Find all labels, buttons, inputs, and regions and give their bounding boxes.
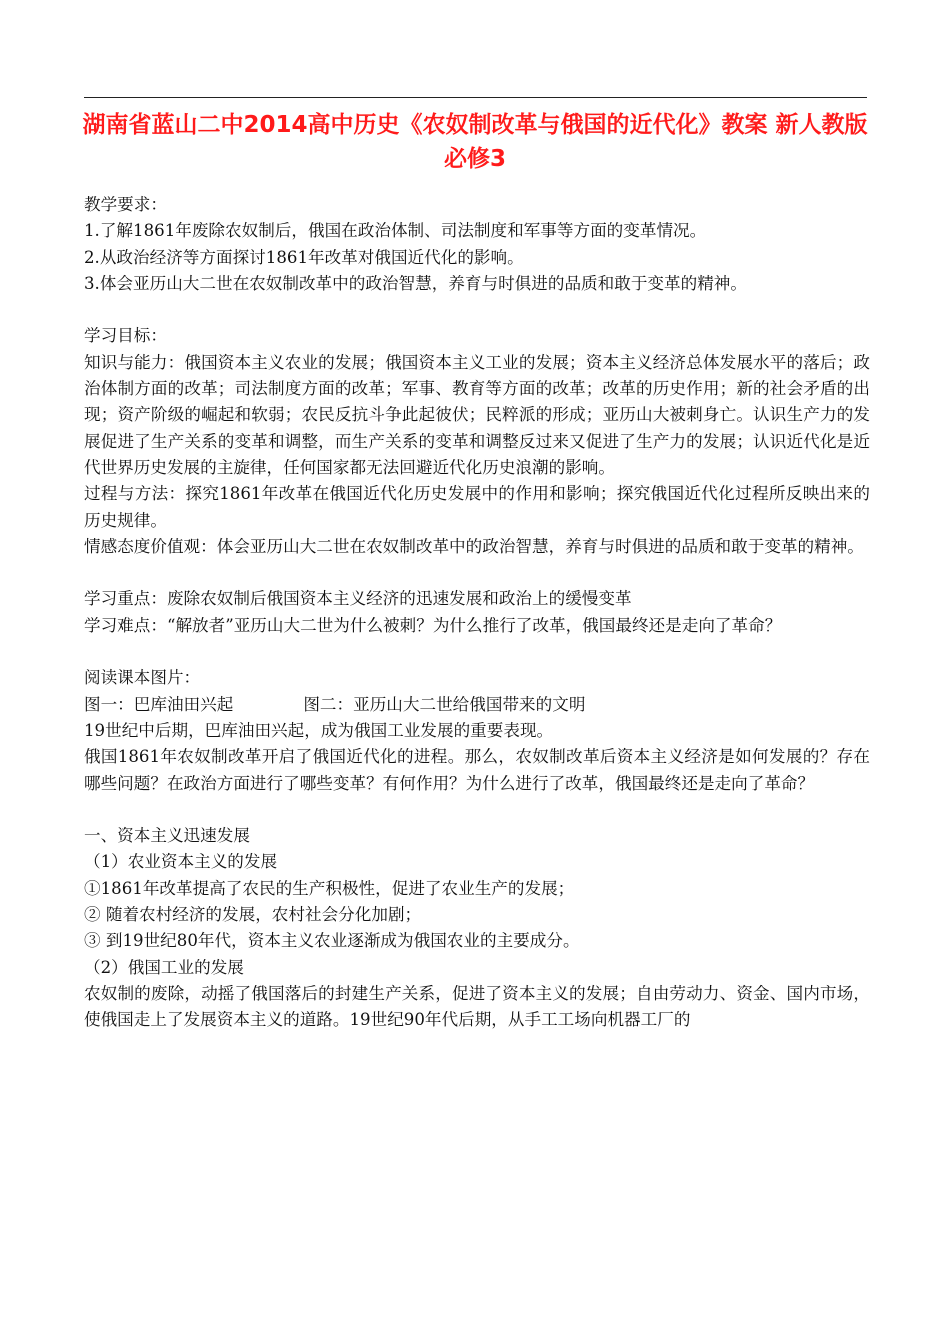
subsection-heading: （1）农业资本主义的发展 (84, 852, 278, 872)
requirement-item: 1.了解1861年废除农奴制后，俄国在政治体制、司法制度和军事等方面的变革情况。 (84, 221, 707, 241)
objective-knowledge: 知识与能力：俄国资本主义农业的发展；俄国资本主义工业的发展；资本主义经济总体发展水平的落后；政治体制方面的改革；司法制度方面的改革；军事、教育等方面的改革；改革的历史作用；新的社会矛盾的出现；资产阶级的崛起和软弱；农民反抗斗争此起彼伏；民粹派的形成；亚历山大被刺身亡。认识生产力的发展促进了生产关系的变革和调整，而生产关系的变革和调整反过来又促进了生产力的发展；认识近代化是近代世界历史发展的主旋律，任何国家都无法回避近代化历史浪潮的影响。 (84, 352, 870, 477)
list-item: ② 随着农村经济的发展，农村社会分化加剧； (84, 905, 422, 925)
document-title: 湖南省蓝山二中2014高中历史《农奴制改革与俄国的近代化》教案 新人教版必修3 (82, 112, 868, 172)
section-paragraph: 农奴制的废除，动摇了俄国落后的封建生产关系，促进了资本主义的发展；自由劳动力、资金、国内市场，使俄国走上了发展资本主义的道路。19世纪90年代后期，从手工工场向机器工厂的 (84, 983, 870, 1030)
reading-paragraph: 俄国1861年农奴制改革开启了俄国近代化的进程。那么，农奴制改革后资本主义经济是如何发展的？存在哪些问题？在政治方面进行了哪些变革？有何作用？为什么进行了改革，俄国最终还是走向了革命？ (84, 747, 870, 793)
figure-captions (84, 692, 870, 718)
spacer (84, 639, 870, 665)
spacer (84, 797, 870, 823)
document-body (84, 192, 870, 1034)
spacer (84, 560, 870, 586)
list-item: ③ 到19世纪80年代，资本主义农业逐渐成为俄国农业的主要成分。 (84, 931, 580, 951)
reading-line: 19世纪中后期，巴库油田兴起，成为俄国工业发展的重要表现。 (84, 720, 554, 740)
subsection-heading: （2）俄国工业的发展 (84, 957, 244, 977)
requirement-item: 3.体会亚历山大二世在农奴制改革中的政治智慧，养育与时俱进的品质和敢于变革的精神。 (84, 273, 747, 293)
key-point: 学习重点：废除农奴制后俄国资本主义经济的迅速发展和政治上的缓慢变革 (84, 589, 632, 609)
requirements-heading: 教学要求： (84, 195, 167, 214)
spacer (84, 297, 870, 323)
list-item: ①1861年改革提高了农民的生产积极性，促进了农业生产的发展； (84, 878, 575, 898)
figure-2-caption: 图二：亚历山大二世给俄国带来的文明 (303, 694, 586, 714)
objective-process: 过程与方法：探究1861年改革在俄国近代化历史发展中的作用和影响；探究俄国近代化过程所反映出来的历史规律。 (84, 484, 870, 530)
figure-1-caption: 图一：巴库油田兴起 (84, 694, 234, 714)
header-rule (84, 97, 867, 98)
objective-emotion: 情感态度价值观：体会亚历山大二世在农奴制改革中的政治智慧，养育与时俱进的品质和敢于变革的精神。 (84, 536, 864, 556)
section-heading: 一、资本主义迅速发展 (84, 826, 250, 846)
reading-heading: 阅读课本图片： (84, 668, 201, 688)
objectives-heading: 学习目标： (84, 326, 167, 346)
difficulty: 学习难点：“解放者”亚历山大二世为什么被刺？为什么推行了改革，俄国最终还是走向了革命？ (84, 615, 782, 635)
requirement-item: 2.从政治经济等方面探讨1861年改革对俄国近代化的影响。 (84, 247, 524, 267)
